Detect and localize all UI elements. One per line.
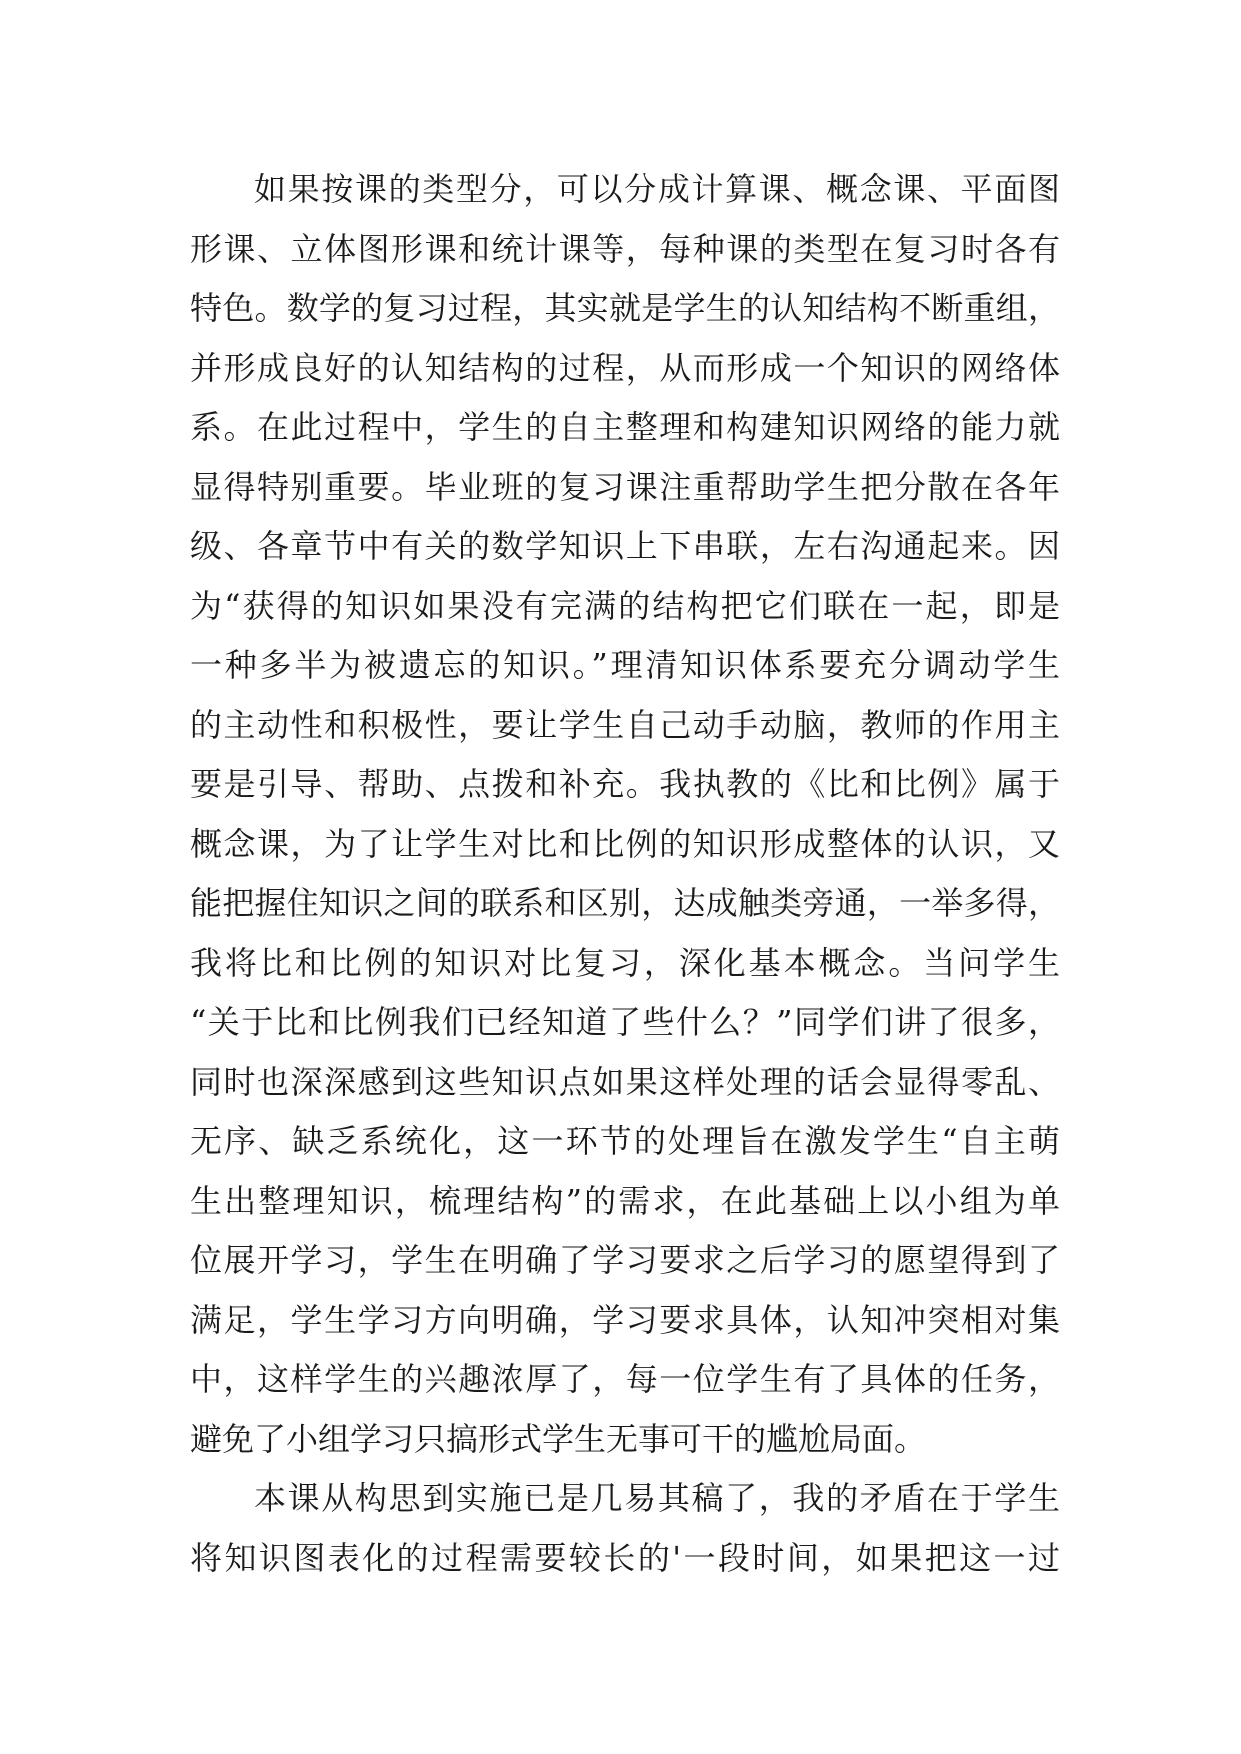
paragraph-line: 形课、立体图形课和统计课等，每种课的类型在复习时各有	[190, 229, 1060, 268]
paragraph-line: 中，这样学生的兴趣浓厚了，每一位学生有了具体的任务，	[190, 1360, 1060, 1398]
paragraph-line: 我将比和比例的知识对比复习，深化基本概念。当问学生	[190, 943, 1060, 982]
paragraph-2	[190, 1469, 1060, 1588]
paragraph-1	[190, 160, 1060, 1469]
paragraph-line: 特色。数学的复习过程，其实就是学生的认知结构不断重组，	[190, 289, 1060, 327]
paragraph-line: 能把握住知识之间的联系和区别，达成触类旁通，一举多得，	[190, 884, 1060, 922]
paragraph-line: 为“获得的知识如果没有完满的结构把它们联在一起，即是	[190, 586, 1060, 625]
paragraph-line: 的主动性和积极性，要让学生自己动手动脑，教师的作用主	[190, 705, 1060, 744]
paragraph-line: 生出整理知识，梳理结构”的需求，在此基础上以小组为单	[190, 1181, 1060, 1220]
paragraph-line: 一种多半为被遗忘的知识。”理清知识体系要充分调动学生	[190, 646, 1060, 684]
paragraph-line: 同时也深深感到这些知识点如果这样处理的话会显得零乱、	[190, 1062, 1060, 1101]
paragraph-line: 如果按课的类型分，可以分成计算课、概念课、平面图	[254, 170, 1060, 208]
paragraph-line: “关于比和比例我们已经知道了些什么？”同学们讲了很多，	[190, 1003, 1060, 1041]
paragraph-line: 并形成良好的认知结构的过程，从而形成一个知识的网络体	[190, 348, 1060, 387]
paragraph-line: 要是引导、帮助、点拨和补充。我执教的《比和比例》属于	[190, 765, 1060, 803]
paragraph-line: 满足，学生学习方向明确，学习要求具体，认知冲突相对集	[190, 1300, 1060, 1339]
paragraph-line: 将知识图表化的过程需要较长的'一段时间，如果把这一过	[190, 1538, 1060, 1577]
paragraph-line: 概念课，为了让学生对比和比例的知识形成整体的认识，又	[190, 824, 1060, 863]
paragraph-line: 系。在此过程中，学生的自主整理和构建知识网络的能力就	[190, 408, 1060, 446]
paragraph-line: 本课从构思到实施已是几易其稿了，我的矛盾在于学生	[254, 1479, 1060, 1517]
paragraph-line: 避免了小组学习只搞形式学生无事可干的尴尬局面。	[190, 1419, 927, 1458]
paragraph-line: 级、各章节中有关的数学知识上下串联，左右沟通起来。因	[190, 527, 1060, 565]
paragraph-line: 显得特别重要。毕业班的复习课注重帮助学生把分散在各年	[190, 467, 1060, 506]
document-body	[190, 160, 1060, 1588]
paragraph-line: 无序、缺乏系统化，这一环节的处理旨在激发学生“自主萌	[190, 1122, 1060, 1160]
paragraph-line: 位展开学习，学生在明确了学习要求之后学习的愿望得到了	[190, 1241, 1060, 1279]
